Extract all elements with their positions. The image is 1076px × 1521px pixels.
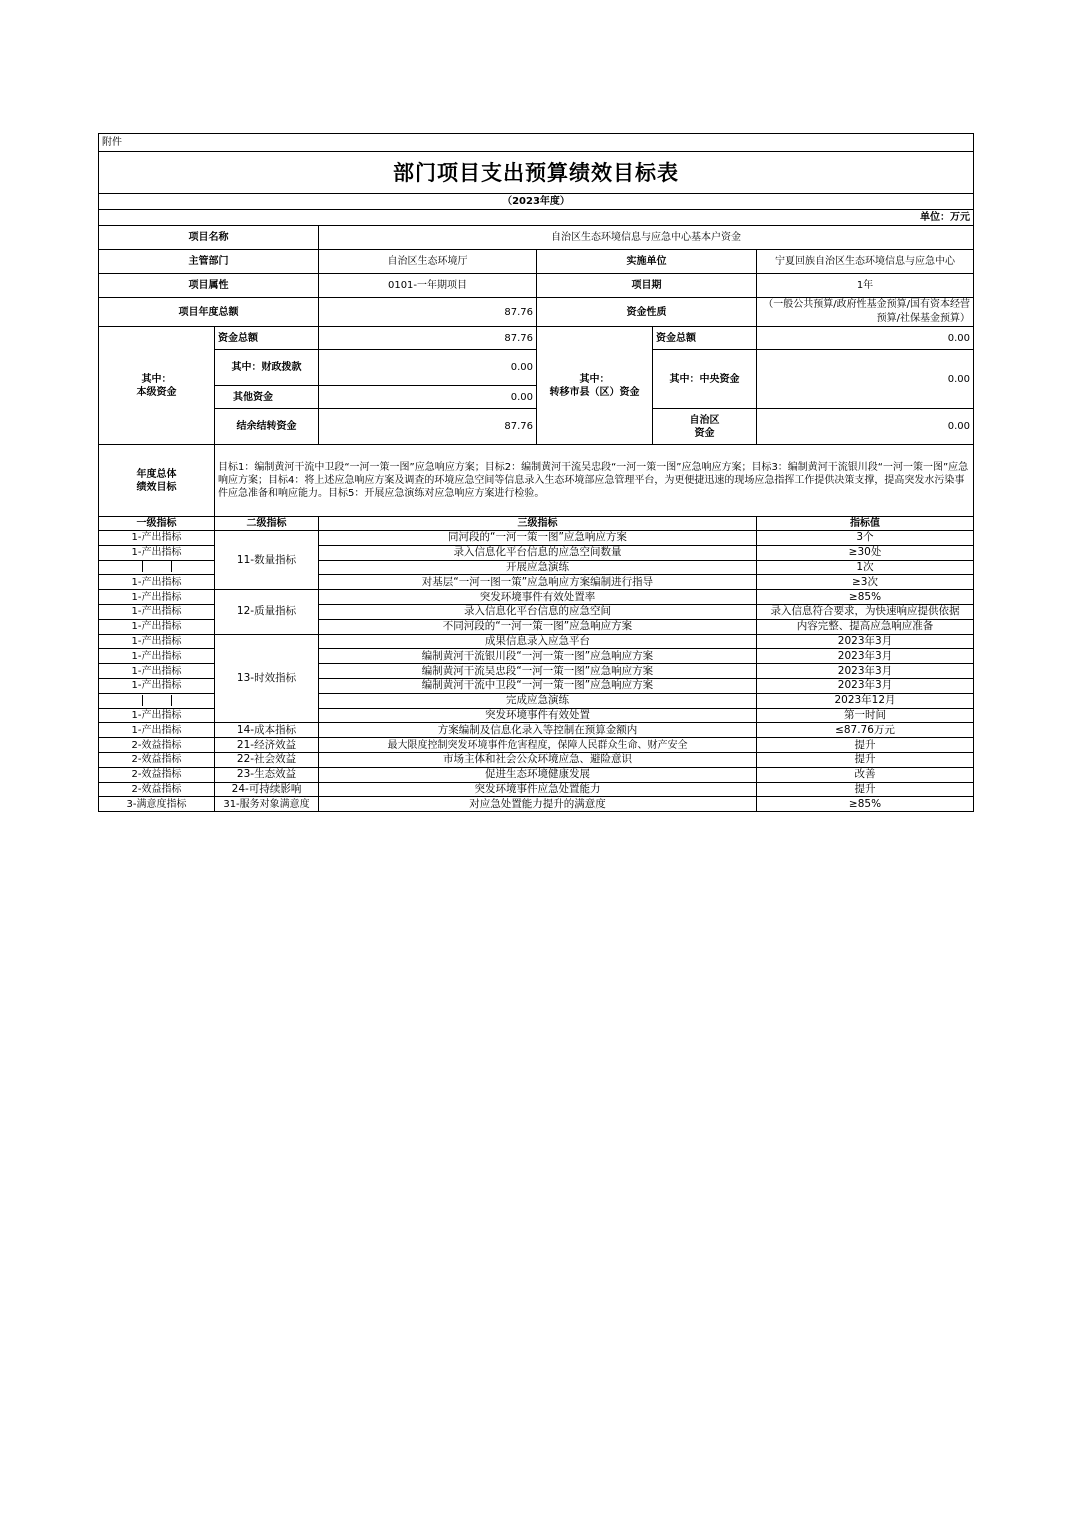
table-row-l2: 31-服务对象满意度	[215, 797, 319, 812]
table-row-l3: 最大限度控制突发环境事件危害程度，保障人民群众生命、财产安全	[319, 738, 757, 753]
table-row-l1: 1-产出指标	[99, 619, 215, 634]
transfer-funds-label: 其中： 转移市县（区）资金	[537, 327, 653, 445]
carryover-label: 结余结转资金	[215, 409, 319, 445]
table-row-l1: 1-产出指标	[99, 649, 215, 664]
table-row-value: 2023年3月	[757, 649, 974, 664]
goal-label: 年度总体 绩效目标	[99, 445, 215, 517]
other-funds-value: 0.00	[319, 386, 537, 409]
blank-box	[142, 561, 172, 572]
table-row-l3: 开展应急演练	[319, 560, 757, 575]
attachment-label: 附件	[99, 134, 974, 152]
table-row-l3: 成果信息录入应急平台	[319, 634, 757, 649]
dept-value: 自治区生态环境厅	[319, 250, 537, 274]
fund-total-label: 资金总额	[215, 327, 319, 350]
page-title: 部门项目支出预算绩效目标表	[99, 152, 974, 194]
table-row-l3: 编制黄河干流中卫段“一河一策一图”应急响应方案	[319, 678, 757, 693]
header-l2: 二级指标	[215, 517, 319, 531]
fund-total-value: 87.76	[319, 327, 537, 350]
table-row-l1: 1-产出指标	[99, 545, 215, 560]
table-row-l1: 1-产出指标	[99, 634, 215, 649]
period-label: 项目期	[537, 274, 757, 298]
attr-label: 项目属性	[99, 274, 319, 298]
table-row-l1: 2-效益指标	[99, 738, 215, 753]
table-row-l1: 1-产出指标	[99, 575, 215, 590]
unit-label: 单位：万元	[99, 210, 974, 226]
other-funds-label: 其他资金	[215, 386, 319, 409]
period-value: 1年	[757, 274, 974, 298]
l2-timeliness: 13-时效指标	[215, 634, 319, 723]
performance-sheet	[98, 133, 973, 812]
project-name-label: 项目名称	[99, 226, 319, 250]
table-row-l1: 1-产出指标	[99, 531, 215, 546]
table-row-value: 2023年3月	[757, 634, 974, 649]
table-row-l3: 市场主体和社会公众环境应急、避险意识	[319, 752, 757, 767]
table-row-l3: 突发环境事件应急处置能力	[319, 782, 757, 797]
table-row-value: ≥85%	[757, 590, 974, 605]
table-row-value: ≥3次	[757, 575, 974, 590]
header-l3: 三级指标	[319, 517, 757, 531]
annual-total-label: 项目年度总额	[99, 298, 319, 327]
impl-unit-label: 实施单位	[537, 250, 757, 274]
own-funds-label: 其中： 本级资金	[99, 327, 215, 445]
region-funds-value: 0.00	[757, 409, 974, 445]
table-row-value: 录入信息符合要求，为快速响应提供依据	[757, 604, 974, 619]
table-row-l1: 1-产出指标	[99, 723, 215, 738]
fund-nature-label: 资金性质	[537, 298, 757, 327]
l2-quality: 12-质量指标	[215, 590, 319, 634]
fiscal-value: 0.00	[319, 350, 537, 386]
table-row-l3: 突发环境事件有效处置率	[319, 590, 757, 605]
table-row-l1: 2-效益指标	[99, 782, 215, 797]
blank-box	[142, 695, 172, 706]
table-row-l3: 编制黄河干流吴忠段“一河一策一图”应急响应方案	[319, 664, 757, 679]
table-row-l1: 1-产出指标	[99, 664, 215, 679]
table-row-l1: 2-效益指标	[99, 752, 215, 767]
table-row-value: ≤87.76万元	[757, 723, 974, 738]
table-row-l3: 同河段的“一河一策一图”应急响应方案	[319, 531, 757, 546]
impl-unit-value: 宁夏回族自治区生态环境信息与应急中心	[757, 250, 974, 274]
table-row-value: 2023年12月	[757, 693, 974, 708]
region-funds-label: 自治区 资金	[653, 409, 757, 445]
central-value: 0.00	[757, 350, 974, 409]
table-row-l2: 21-经济效益	[215, 738, 319, 753]
transfer-total-label: 资金总额	[653, 327, 757, 350]
table-row-value: 改善	[757, 767, 974, 782]
table-row-l3: 不同河段的“一河一策一图”应急响应方案	[319, 619, 757, 634]
table-row-value: 3个	[757, 531, 974, 546]
table-row-value: 2023年3月	[757, 664, 974, 679]
table-row-value: 提升	[757, 752, 974, 767]
table-row-value: 1次	[757, 560, 974, 575]
table-row-l3: 促进生态环境健康发展	[319, 767, 757, 782]
carryover-value: 87.76	[319, 409, 537, 445]
project-name-value: 自治区生态环境信息与应急中心基本户资金	[319, 226, 974, 250]
table-row-value: 第一时间	[757, 708, 974, 723]
table-row-l3: 完成应急演练	[319, 693, 757, 708]
l2-quantity: 11-数量指标	[215, 531, 319, 590]
header-value: 指标值	[757, 517, 974, 531]
table-row-l2: 14-成本指标	[215, 723, 319, 738]
table-row-l1: 3-满意度指标	[99, 797, 215, 812]
fund-nature-value: （一般公共预算/政府性基金预算/国有资本经营预算/社保基金预算）	[757, 298, 974, 327]
table-row-l3: 编制黄河干流银川段“一河一策一图”应急响应方案	[319, 649, 757, 664]
table-row-value: 提升	[757, 782, 974, 797]
table-row-value: 内容完整、提高应急响应准备	[757, 619, 974, 634]
transfer-total-value: 0.00	[757, 327, 974, 350]
table-row-l3: 录入信息化平台信息的应急空间数量	[319, 545, 757, 560]
table-row-l1: 1-产出指标	[99, 590, 215, 605]
table-row-l1: 1-产出指标	[99, 678, 215, 693]
blank-l1-cell	[99, 560, 215, 575]
table-row-value: 2023年3月	[757, 678, 974, 693]
annual-total-value: 87.76	[319, 298, 537, 327]
header-l1: 一级指标	[99, 517, 215, 531]
attr-value: 0101-一年期项目	[319, 274, 537, 298]
table-row-l1: 1-产出指标	[99, 708, 215, 723]
fiscal-label: 其中：财政拨款	[215, 350, 319, 386]
table-row-l2: 22-社会效益	[215, 752, 319, 767]
table-row-value: 提升	[757, 738, 974, 753]
table-row-l1: 2-效益指标	[99, 767, 215, 782]
table-row-l3: 突发环境事件有效处置	[319, 708, 757, 723]
table-row-l3: 方案编制及信息化录入等控制在预算金额内	[319, 723, 757, 738]
central-label: 其中：中央资金	[653, 350, 757, 409]
table-row-value: ≥30处	[757, 545, 974, 560]
table-row-l2: 23-生态效益	[215, 767, 319, 782]
year-label: （2023年度）	[99, 194, 974, 210]
table-row-l3: 对应急处置能力提升的满意度	[319, 797, 757, 812]
table-row-value: ≥85%	[757, 797, 974, 812]
goal-text: 目标1：编制黄河干流中卫段“一河一策一图”应急响应方案；目标2：编制黄河干流吴忠段“一河一策一图”应急响应方案；目标3：编制黄河干流银川段“一河一策一图”应急响应方案；目标4：将上述应急响应方案及调查的环境应急空间等信息录入生态环境部应急管理平台，为更便捷迅速的现场应急指挥工作提供决策支撑，提高突发水污染事件应急准备和响应能力。目标5：开展应急演练对应急响应方案进行检验。	[215, 445, 974, 517]
table-row-l1: 1-产出指标	[99, 604, 215, 619]
table-row-l3: 录入信息化平台信息的应急空间	[319, 604, 757, 619]
dept-label: 主管部门	[99, 250, 319, 274]
table-row-l3: 对基层“一河一图一策”应急响应方案编制进行指导	[319, 575, 757, 590]
table-row-l2: 24-可持续影响	[215, 782, 319, 797]
blank-l1-cell	[99, 693, 215, 708]
